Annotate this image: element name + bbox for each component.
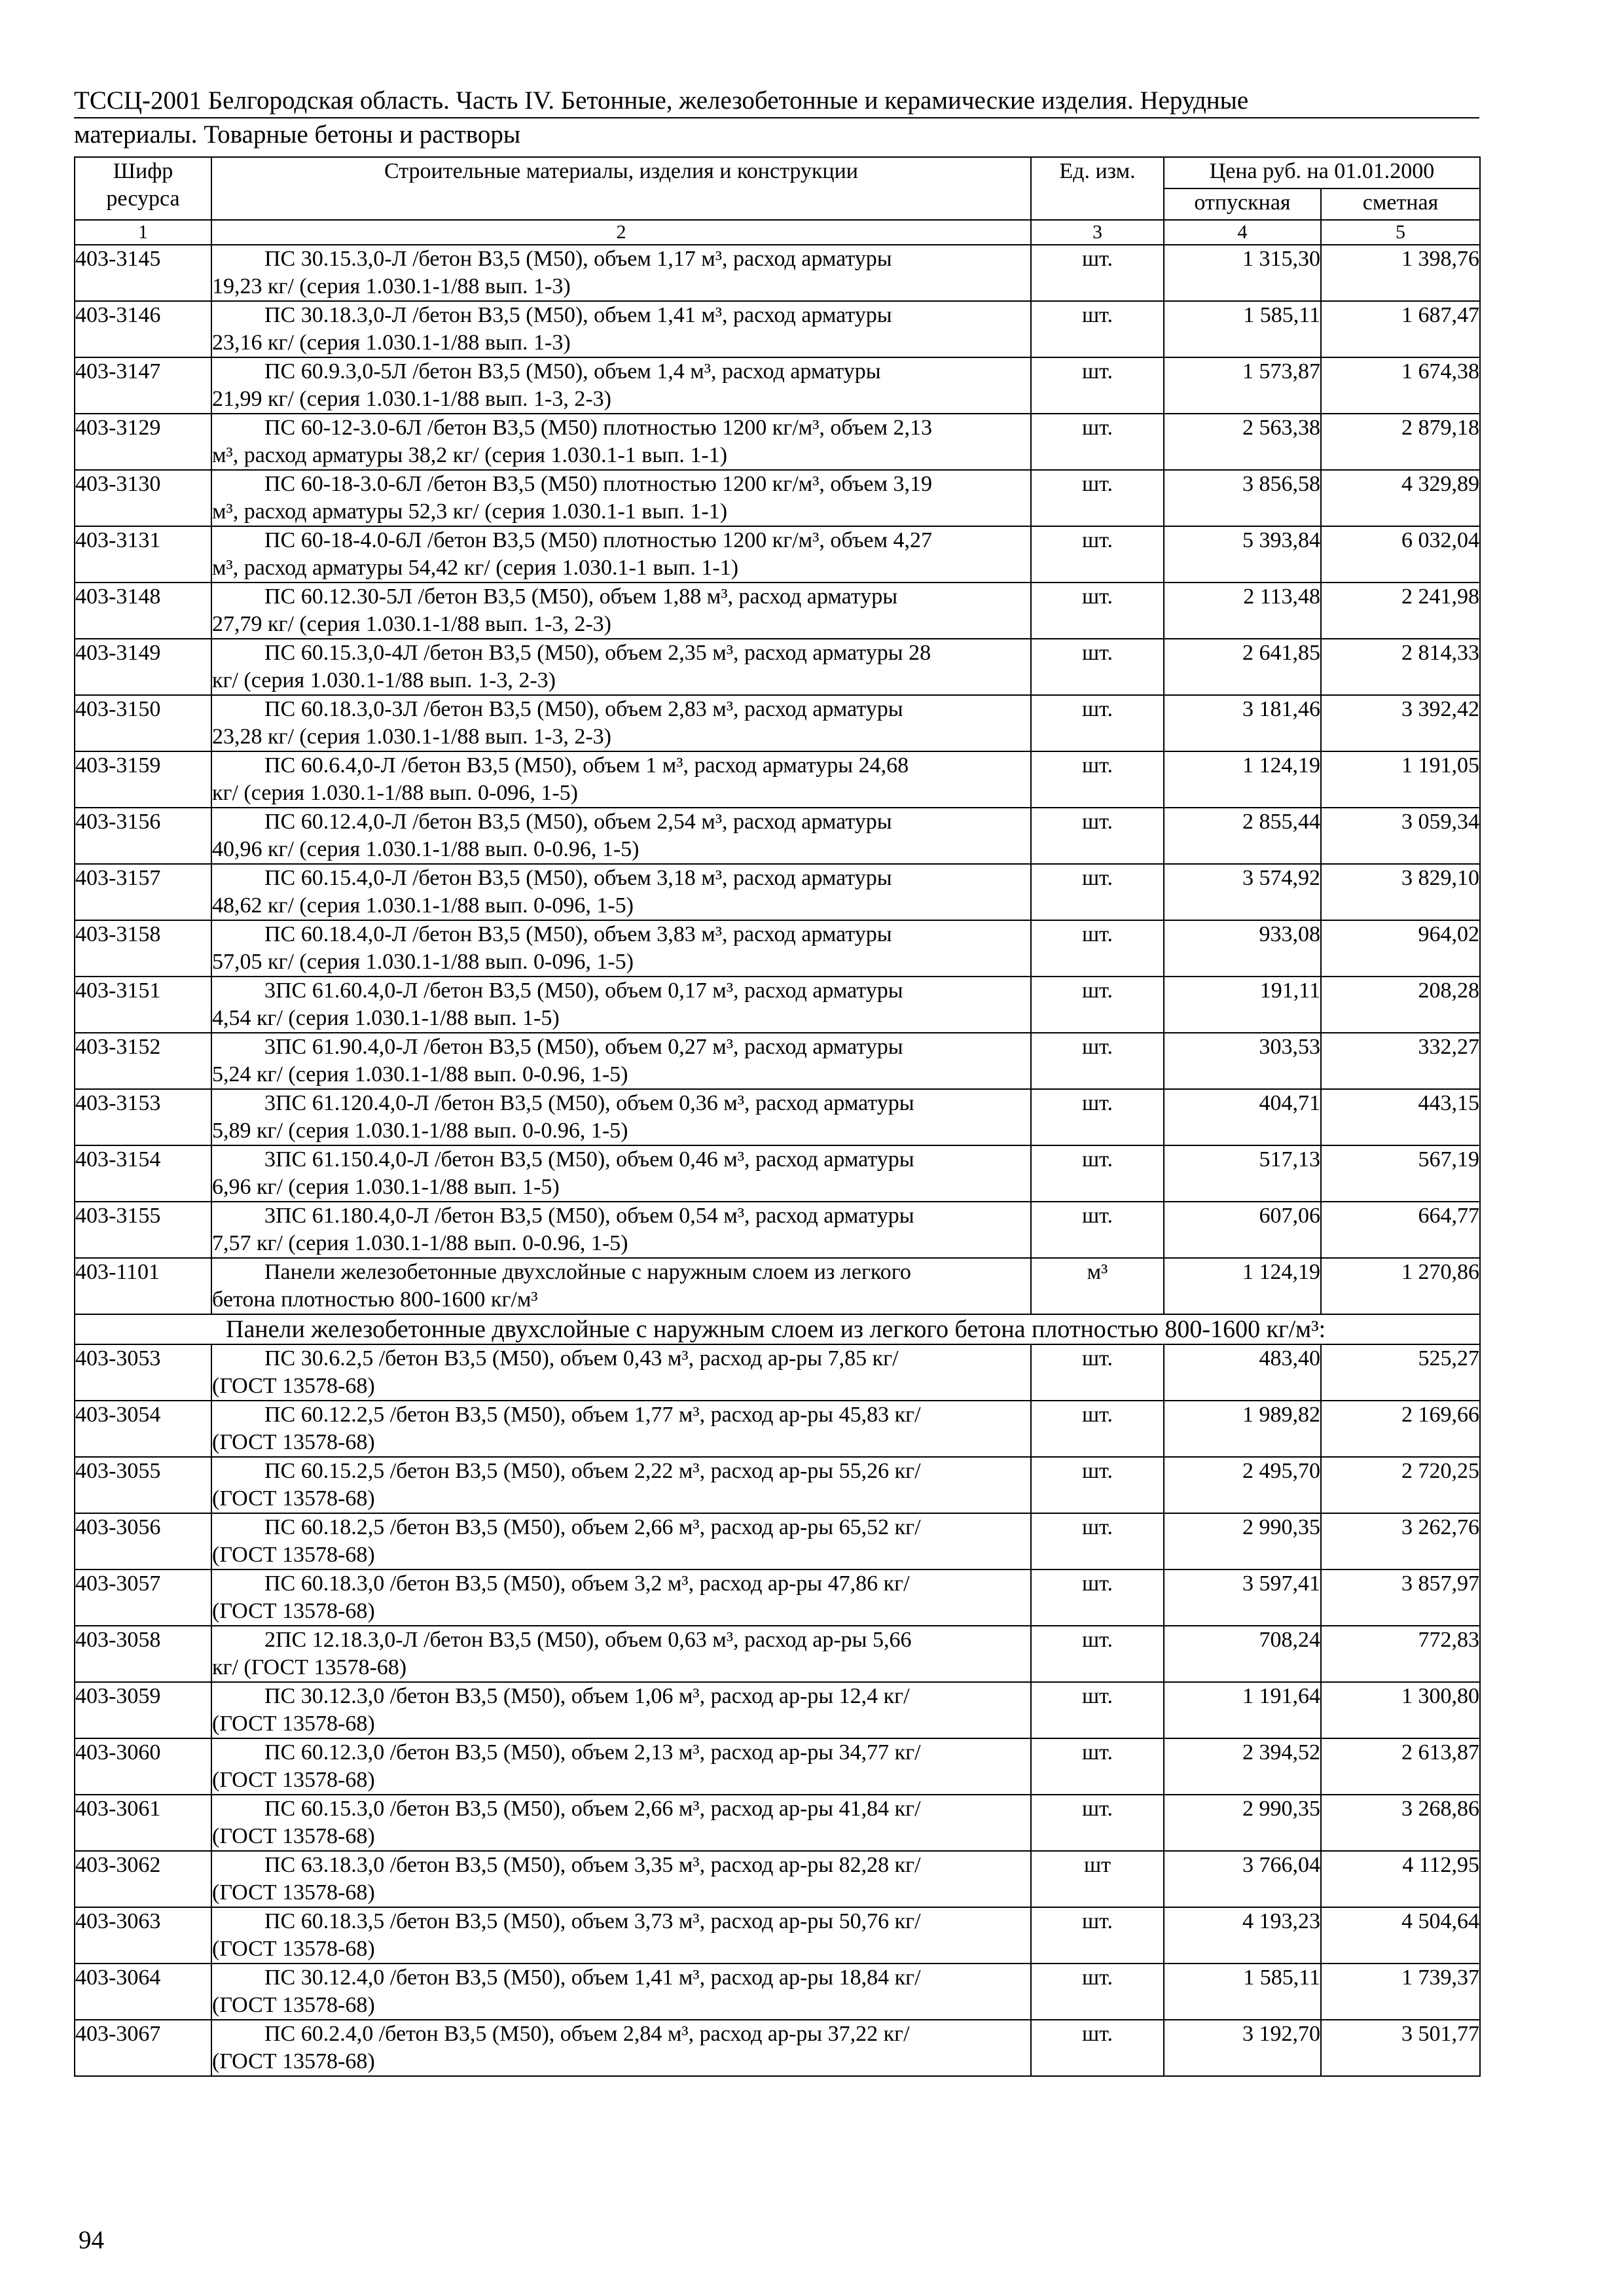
release-price: 3 597,41 [1164, 1570, 1321, 1626]
table-row [75, 583, 1480, 639]
description-line-2: м³, расход арматуры 54,42 кг/ (серия 1.030.1-1 вып. 1-1) [212, 556, 739, 580]
resource-code: 403-3146 [75, 301, 211, 357]
description-line-2: 6,96 кг/ (серия 1.030.1-1/88 вып. 1-5) [212, 1175, 560, 1199]
release-price: 1 191,64 [1164, 1682, 1321, 1738]
table-row [75, 414, 1480, 470]
unit-cell: шт. [1031, 414, 1164, 470]
table-row [75, 1089, 1480, 1145]
table-row [75, 1738, 1480, 1795]
description-line-1: ПС 60.15.4,0-Л /бетон В3,5 (М50), объем 3,18 м³, расход арматуры [264, 866, 892, 890]
description-line-2: (ГОСТ 13578-68) [212, 1824, 375, 1848]
resource-code: 403-3058 [75, 1626, 211, 1682]
item-description [211, 1258, 1031, 1314]
description-line-2: (ГОСТ 13578-68) [212, 1543, 375, 1567]
section-title: Панели железобетонные двухслойные с наружным слоем из легкого бетона плотностью 800-1600 кг/м³: [75, 1314, 1480, 1344]
table-row [75, 1457, 1480, 1513]
table-row [75, 1145, 1480, 1202]
item-description [211, 639, 1031, 695]
resource-code: 403-3149 [75, 639, 211, 695]
resource-code: 403-3158 [75, 920, 211, 977]
unit-cell: шт. [1031, 1089, 1164, 1145]
estimate-price: 332,27 [1321, 1033, 1480, 1089]
estimate-price: 6 032,04 [1321, 526, 1480, 583]
item-description [211, 1570, 1031, 1626]
resource-code: 403-3153 [75, 1089, 211, 1145]
description-line-1: ПС 30.6.2,5 /бетон В3,5 (М50), объем 0,43 м³, расход ар-ры 7,85 кг/ [264, 1346, 899, 1371]
resource-code: 403-3055 [75, 1457, 211, 1513]
item-description [211, 1344, 1031, 1401]
resource-code: 403-3059 [75, 1682, 211, 1738]
description-line-1: ПС 60.15.3,0 /бетон В3,5 (М50), объем 2,66 м³, расход ар-ры 41,84 кг/ [264, 1797, 921, 1821]
header-unit: Ед. изм. [1031, 157, 1164, 220]
estimate-price: 664,77 [1321, 1202, 1480, 1258]
item-description [211, 357, 1031, 414]
estimate-price: 3 829,10 [1321, 864, 1480, 920]
unit-cell: шт. [1031, 1964, 1164, 2020]
description-line-2: 19,23 кг/ (серия 1.030.1-1/88 вып. 1-3) [212, 274, 571, 298]
resource-code: 403-3159 [75, 751, 211, 808]
item-description [211, 1089, 1031, 1145]
unit-cell: шт. [1031, 864, 1164, 920]
table-row [75, 1202, 1480, 1258]
item-description [211, 864, 1031, 920]
release-price: 2 394,52 [1164, 1738, 1321, 1795]
estimate-price: 525,27 [1321, 1344, 1480, 1401]
release-price: 2 113,48 [1164, 583, 1321, 639]
description-line-1: 2ПС 12.18.3,0-Л /бетон В3,5 (М50), объем 0,63 м³, расход ар-ры 5,66 [264, 1628, 912, 1652]
description-line-2: м³, расход арматуры 52,3 кг/ (серия 1.030.1-1 вып. 1-1) [212, 499, 728, 524]
description-line-2: (ГОСТ 13578-68) [212, 1768, 375, 1792]
description-line-2: (ГОСТ 13578-68) [212, 1374, 375, 1398]
estimate-price: 3 392,42 [1321, 695, 1480, 751]
description-line-1: ПС 60.15.2,5 /бетон В3,5 (М50), объем 2,22 м³, расход ар-ры 55,26 кг/ [264, 1459, 921, 1483]
description-line-2: кг/ (серия 1.030.1-1/88 вып. 0-096, 1-5) [212, 781, 578, 805]
table-row [75, 977, 1480, 1033]
unit-cell: шт. [1031, 301, 1164, 357]
description-line-2: кг/ (ГОСТ 13578-68) [212, 1655, 407, 1679]
item-description [211, 1401, 1031, 1457]
estimate-price: 4 329,89 [1321, 470, 1480, 526]
unit-cell: шт. [1031, 1457, 1164, 1513]
description-line-2: (ГОСТ 13578-68) [212, 1993, 375, 2017]
unit-cell: шт. [1031, 583, 1164, 639]
item-description [211, 1851, 1031, 1907]
resource-code: 403-3062 [75, 1851, 211, 1907]
page-number: 94 [79, 2226, 104, 2254]
resource-code: 403-3151 [75, 977, 211, 1033]
description-line-2: 4,54 кг/ (серия 1.030.1-1/88 вып. 1-5) [212, 1006, 560, 1030]
description-line-1: ПС 60.2.4,0 /бетон В3,5 (М50), объем 2,84 м³, расход ар-ры 37,22 кг/ [264, 2022, 910, 2046]
unit-cell: шт. [1031, 639, 1164, 695]
column-number: 1 [75, 220, 211, 245]
description-line-1: ПС 60-18-3.0-6Л /бетон В3,5 (М50) плотностью 1200 кг/м³, объем 3,19 [264, 472, 933, 496]
unit-cell: шт. [1031, 751, 1164, 808]
item-description [211, 526, 1031, 583]
description-line-2: кг/ (серия 1.030.1-1/88 вып. 1-3, 2-3) [212, 668, 556, 692]
description-line-2: 40,96 кг/ (серия 1.030.1-1/88 вып. 0-0.96, 1-5) [212, 837, 640, 861]
resource-code: 403-3148 [75, 583, 211, 639]
table-row [75, 357, 1480, 414]
description-line-1: ПС 60.12.30-5Л /бетон В3,5 (М50), объем 1,88 м³, расход арматуры [264, 584, 898, 609]
description-line-1: ПС 60.15.3,0-4Л /бетон В3,5 (М50), объем 2,35 м³, расход арматуры 28 [264, 641, 931, 665]
item-description [211, 1626, 1031, 1682]
description-line-1: Панели железобетонные двухслойные с наружным слоем из легкого [264, 1260, 911, 1284]
header-price: Цена руб. на 01.01.2000 [1164, 157, 1480, 188]
description-line-1: ПС 60-12-3.0-6Л /бетон В3,5 (М50) плотностью 1200 кг/м³, объем 2,13 [264, 416, 933, 440]
column-number: 3 [1031, 220, 1164, 245]
price-table [74, 156, 1481, 2077]
item-description [211, 920, 1031, 977]
description-line-2: (ГОСТ 13578-68) [212, 1937, 375, 1961]
resource-code: 403-3130 [75, 470, 211, 526]
resource-code: 403-3150 [75, 695, 211, 751]
release-price: 483,40 [1164, 1344, 1321, 1401]
table-row [75, 808, 1480, 864]
release-price: 3 766,04 [1164, 1851, 1321, 1907]
table-row [75, 639, 1480, 695]
estimate-price: 4 504,64 [1321, 1907, 1480, 1964]
description-line-2: (ГОСТ 13578-68) [212, 1880, 375, 1905]
estimate-price: 3 501,77 [1321, 2020, 1480, 2076]
resource-code: 403-3067 [75, 2020, 211, 2076]
resource-code: 403-3157 [75, 864, 211, 920]
release-price: 2 641,85 [1164, 639, 1321, 695]
estimate-price: 2 613,87 [1321, 1738, 1480, 1795]
description-line-1: ПС 60.18.2,5 /бетон В3,5 (М50), объем 2,66 м³, расход ар-ры 65,52 кг/ [264, 1515, 921, 1539]
table-row [75, 1964, 1480, 2020]
table-row [75, 245, 1480, 301]
description-line-2: 57,05 кг/ (серия 1.030.1-1/88 вып. 0-096, 1-5) [212, 950, 634, 974]
column-number: 4 [1164, 220, 1321, 245]
table-row [75, 1626, 1480, 1682]
estimate-price: 3 268,86 [1321, 1795, 1480, 1851]
table-row [75, 526, 1480, 583]
unit-cell: шт. [1031, 245, 1164, 301]
resource-code: 403-3061 [75, 1795, 211, 1851]
release-price: 3 856,58 [1164, 470, 1321, 526]
unit-cell: шт. [1031, 1682, 1164, 1738]
release-price: 4 193,23 [1164, 1907, 1321, 1964]
release-price: 1 124,19 [1164, 1258, 1321, 1314]
item-description [211, 1964, 1031, 2020]
release-price: 191,11 [1164, 977, 1321, 1033]
header-price-estimate: сметная [1321, 188, 1480, 220]
description-line-2: (ГОСТ 13578-68) [212, 2049, 375, 2073]
estimate-price: 3 059,34 [1321, 808, 1480, 864]
header-code: Шифр ресурса [75, 157, 211, 220]
estimate-price: 1 739,37 [1321, 1964, 1480, 2020]
unit-cell: шт. [1031, 1907, 1164, 1964]
resource-code: 403-3147 [75, 357, 211, 414]
description-line-1: ПС 60.18.3,0-3Л /бетон В3,5 (М50), объем 2,83 м³, расход арматуры [264, 697, 903, 721]
unit-cell: шт. [1031, 1202, 1164, 1258]
item-description [211, 2020, 1031, 2076]
item-description [211, 1145, 1031, 1202]
estimate-price: 1 191,05 [1321, 751, 1480, 808]
table-row [75, 695, 1480, 751]
unit-cell: шт. [1031, 1570, 1164, 1626]
release-price: 1 573,87 [1164, 357, 1321, 414]
resource-code: 403-3145 [75, 245, 211, 301]
description-line-1: ПС 30.12.3,0 /бетон В3,5 (М50), объем 1,06 м³, расход ар-ры 12,4 кг/ [264, 1684, 910, 1708]
release-price: 2 855,44 [1164, 808, 1321, 864]
table-row [75, 864, 1480, 920]
estimate-price: 2 879,18 [1321, 414, 1480, 470]
item-description [211, 977, 1031, 1033]
unit-cell: шт. [1031, 1626, 1164, 1682]
release-price: 2 495,70 [1164, 1457, 1321, 1513]
unit-cell: шт. [1031, 1145, 1164, 1202]
header-rule [74, 117, 1479, 118]
resource-code: 403-3064 [75, 1964, 211, 2020]
unit-cell: шт. [1031, 977, 1164, 1033]
release-price: 3 181,46 [1164, 695, 1321, 751]
description-line-2: 48,62 кг/ (серия 1.030.1-1/88 вып. 0-096, 1-5) [212, 893, 634, 918]
resource-code: 403-3154 [75, 1145, 211, 1202]
description-line-1: 3ПС 61.150.4,0-Л /бетон В3,5 (М50), объем 0,46 м³, расход арматуры [264, 1147, 914, 1172]
estimate-price: 964,02 [1321, 920, 1480, 977]
description-line-1: ПС 30.15.3,0-Л /бетон В3,5 (М50), объем 1,17 м³, расход арматуры [264, 247, 892, 271]
item-description [211, 695, 1031, 751]
item-description [211, 301, 1031, 357]
description-line-1: ПС 30.12.4,0 /бетон В3,5 (М50), объем 1,41 м³, расход ар-ры 18,84 кг/ [264, 1965, 921, 1990]
description-line-1: ПС 60.18.3,5 /бетон В3,5 (М50), объем 3,73 м³, расход ар-ры 50,76 кг/ [264, 1909, 921, 1933]
release-price: 2 990,35 [1164, 1795, 1321, 1851]
table-row [75, 1795, 1480, 1851]
release-price: 303,53 [1164, 1033, 1321, 1089]
resource-code: 403-3152 [75, 1033, 211, 1089]
item-description [211, 1907, 1031, 1964]
estimate-price: 3 262,76 [1321, 1513, 1480, 1570]
item-description [211, 245, 1031, 301]
release-price: 607,06 [1164, 1202, 1321, 1258]
estimate-price: 443,15 [1321, 1089, 1480, 1145]
description-line-2: бетона плотностью 800-1600 кг/м³ [212, 1287, 538, 1312]
unit-cell: шт. [1031, 808, 1164, 864]
header-price-release: отпускная [1164, 188, 1321, 220]
unit-cell: шт. [1031, 1344, 1164, 1401]
resource-code: 403-3053 [75, 1344, 211, 1401]
description-line-1: 3ПС 61.120.4,0-Л /бетон В3,5 (М50), объем 0,36 м³, расход арматуры [264, 1091, 914, 1115]
header-name: Строительные материалы, изделия и конструкции [211, 157, 1031, 220]
description-line-1: ПС 60.12.4,0-Л /бетон В3,5 (М50), объем 2,54 м³, расход арматуры [264, 810, 892, 834]
release-price: 3 574,92 [1164, 864, 1321, 920]
section-title-row [75, 1314, 1480, 1344]
description-line-1: ПС 60.6.4,0-Л /бетон В3,5 (М50), объем 1 м³, расход арматуры 24,68 [264, 753, 909, 778]
table-row [75, 1570, 1480, 1626]
release-price: 517,13 [1164, 1145, 1321, 1202]
description-line-1: 3ПС 61.180.4,0-Л /бетон В3,5 (М50), объем 0,54 м³, расход арматуры [264, 1204, 914, 1228]
release-price: 933,08 [1164, 920, 1321, 977]
resource-code: 403-3056 [75, 1513, 211, 1570]
release-price: 1 989,82 [1164, 1401, 1321, 1457]
item-description [211, 1513, 1031, 1570]
resource-code: 403-3129 [75, 414, 211, 470]
unit-cell: шт. [1031, 357, 1164, 414]
estimate-price: 1 300,80 [1321, 1682, 1480, 1738]
table-row [75, 301, 1480, 357]
unit-cell: шт. [1031, 1795, 1164, 1851]
estimate-price: 1 398,76 [1321, 245, 1480, 301]
item-description [211, 414, 1031, 470]
item-description [211, 1682, 1031, 1738]
item-description [211, 1457, 1031, 1513]
unit-cell: шт. [1031, 1033, 1164, 1089]
header-line-2: материалы. Товарные бетоны и растворы [74, 120, 521, 149]
description-line-2: (ГОСТ 13578-68) [212, 1599, 375, 1623]
item-description [211, 470, 1031, 526]
description-line-1: ПС 60-18-4.0-6Л /бетон В3,5 (М50) плотностью 1200 кг/м³, объем 4,27 [264, 528, 933, 552]
description-line-2: 7,57 кг/ (серия 1.030.1-1/88 вып. 0-0.96, 1-5) [212, 1231, 628, 1255]
description-line-1: 3ПС 61.90.4,0-Л /бетон В3,5 (М50), объем 0,27 м³, расход арматуры [264, 1035, 903, 1059]
column-number: 5 [1321, 220, 1480, 245]
estimate-price: 1 270,86 [1321, 1258, 1480, 1314]
release-price: 1 585,11 [1164, 1964, 1321, 2020]
table-row [75, 751, 1480, 808]
resource-code: 403-3155 [75, 1202, 211, 1258]
table-row [75, 1682, 1480, 1738]
release-price: 3 192,70 [1164, 2020, 1321, 2076]
table-row [75, 920, 1480, 977]
resource-code: 403-3131 [75, 526, 211, 583]
item-description [211, 1738, 1031, 1795]
release-price: 1 315,30 [1164, 245, 1321, 301]
table-row [75, 1907, 1480, 1964]
estimate-price: 3 857,97 [1321, 1570, 1480, 1626]
estimate-price: 2 169,66 [1321, 1401, 1480, 1457]
column-number: 2 [211, 220, 1031, 245]
description-line-1: ПС 60.9.3,0-5Л /бетон В3,5 (М50), объем 1,4 м³, расход арматуры [264, 359, 881, 384]
item-description [211, 1202, 1031, 1258]
table-row [75, 2020, 1480, 2076]
release-price: 1 585,11 [1164, 301, 1321, 357]
release-price: 2 990,35 [1164, 1513, 1321, 1570]
unit-cell: м³ [1031, 1258, 1164, 1314]
table-row [75, 470, 1480, 526]
description-line-2: 27,79 кг/ (серия 1.030.1-1/88 вып. 1-3, 2-3) [212, 612, 611, 636]
unit-cell: шт. [1031, 1738, 1164, 1795]
resource-code: 403-3156 [75, 808, 211, 864]
item-description [211, 1795, 1031, 1851]
header-line-1: ТССЦ-2001 Белгородская область. Часть IV. Бетонные, железобетонные и керамические изделия. Нерудные [74, 86, 1249, 115]
table-row [75, 1258, 1480, 1314]
unit-cell: шт. [1031, 526, 1164, 583]
estimate-price: 4 112,95 [1321, 1851, 1480, 1907]
resource-code: 403-3063 [75, 1907, 211, 1964]
unit-cell: шт. [1031, 470, 1164, 526]
resource-code: 403-3057 [75, 1570, 211, 1626]
description-line-2: 5,89 кг/ (серия 1.030.1-1/88 вып. 0-0.96, 1-5) [212, 1119, 628, 1143]
item-description [211, 808, 1031, 864]
unit-cell: шт. [1031, 695, 1164, 751]
description-line-1: ПС 30.18.3,0-Л /бетон В3,5 (М50), объем 1,41 м³, расход арматуры [264, 303, 892, 327]
description-line-2: 23,28 кг/ (серия 1.030.1-1/88 вып. 1-3, 2-3) [212, 725, 611, 749]
estimate-price: 1 687,47 [1321, 301, 1480, 357]
description-line-2: м³, расход арматуры 38,2 кг/ (серия 1.030.1-1 вып. 1-1) [212, 443, 728, 467]
table-row [75, 1344, 1480, 1401]
estimate-price: 2 814,33 [1321, 639, 1480, 695]
estimate-price: 567,19 [1321, 1145, 1480, 1202]
resource-code: 403-3060 [75, 1738, 211, 1795]
table-row [75, 1513, 1480, 1570]
release-price: 1 124,19 [1164, 751, 1321, 808]
description-line-2: 23,16 кг/ (серия 1.030.1-1/88 вып. 1-3) [212, 331, 571, 355]
table-row [75, 1851, 1480, 1907]
table-row [75, 1401, 1480, 1457]
release-price: 708,24 [1164, 1626, 1321, 1682]
unit-cell: шт. [1031, 2020, 1164, 2076]
resource-code: 403-3054 [75, 1401, 211, 1457]
unit-cell: шт. [1031, 1401, 1164, 1457]
description-line-1: ПС 63.18.3,0 /бетон В3,5 (М50), объем 3,35 м³, расход ар-ры 82,28 кг/ [264, 1853, 921, 1877]
release-price: 404,71 [1164, 1089, 1321, 1145]
item-description [211, 751, 1031, 808]
description-line-2: 5,24 кг/ (серия 1.030.1-1/88 вып. 0-0.96, 1-5) [212, 1062, 628, 1086]
description-line-1: ПС 60.12.2,5 /бетон В3,5 (М50), объем 1,77 м³, расход ар-ры 45,83 кг/ [264, 1403, 921, 1427]
description-line-2: (ГОСТ 13578-68) [212, 1430, 375, 1454]
description-line-1: ПС 60.18.4,0-Л /бетон В3,5 (М50), объем 3,83 м³, расход арматуры [264, 922, 892, 946]
release-price: 5 393,84 [1164, 526, 1321, 583]
unit-cell: шт [1031, 1851, 1164, 1907]
table-row [75, 1033, 1480, 1089]
unit-cell: шт. [1031, 1513, 1164, 1570]
estimate-price: 2 720,25 [1321, 1457, 1480, 1513]
description-line-2: (ГОСТ 13578-68) [212, 1712, 375, 1736]
description-line-2: (ГОСТ 13578-68) [212, 1486, 375, 1511]
table-body [75, 245, 1480, 2076]
resource-code: 403-1101 [75, 1258, 211, 1314]
description-line-1: ПС 60.12.3,0 /бетон В3,5 (М50), объем 2,13 м³, расход ар-ры 34,77 кг/ [264, 1740, 921, 1765]
estimate-price: 208,28 [1321, 977, 1480, 1033]
item-description [211, 583, 1031, 639]
estimate-price: 1 674,38 [1321, 357, 1480, 414]
description-line-1: 3ПС 61.60.4,0-Л /бетон В3,5 (М50), объем 0,17 м³, расход арматуры [264, 978, 903, 1003]
item-description [211, 1033, 1031, 1089]
column-numbers-row [75, 220, 1480, 245]
description-line-2: 21,99 кг/ (серия 1.030.1-1/88 вып. 1-3, 2-3) [212, 387, 611, 411]
estimate-price: 2 241,98 [1321, 583, 1480, 639]
estimate-price: 772,83 [1321, 1626, 1480, 1682]
release-price: 2 563,38 [1164, 414, 1321, 470]
unit-cell: шт. [1031, 920, 1164, 977]
description-line-1: ПС 60.18.3,0 /бетон В3,5 (М50), объем 3,2 м³, расход ар-ры 47,86 кг/ [264, 1571, 910, 1596]
